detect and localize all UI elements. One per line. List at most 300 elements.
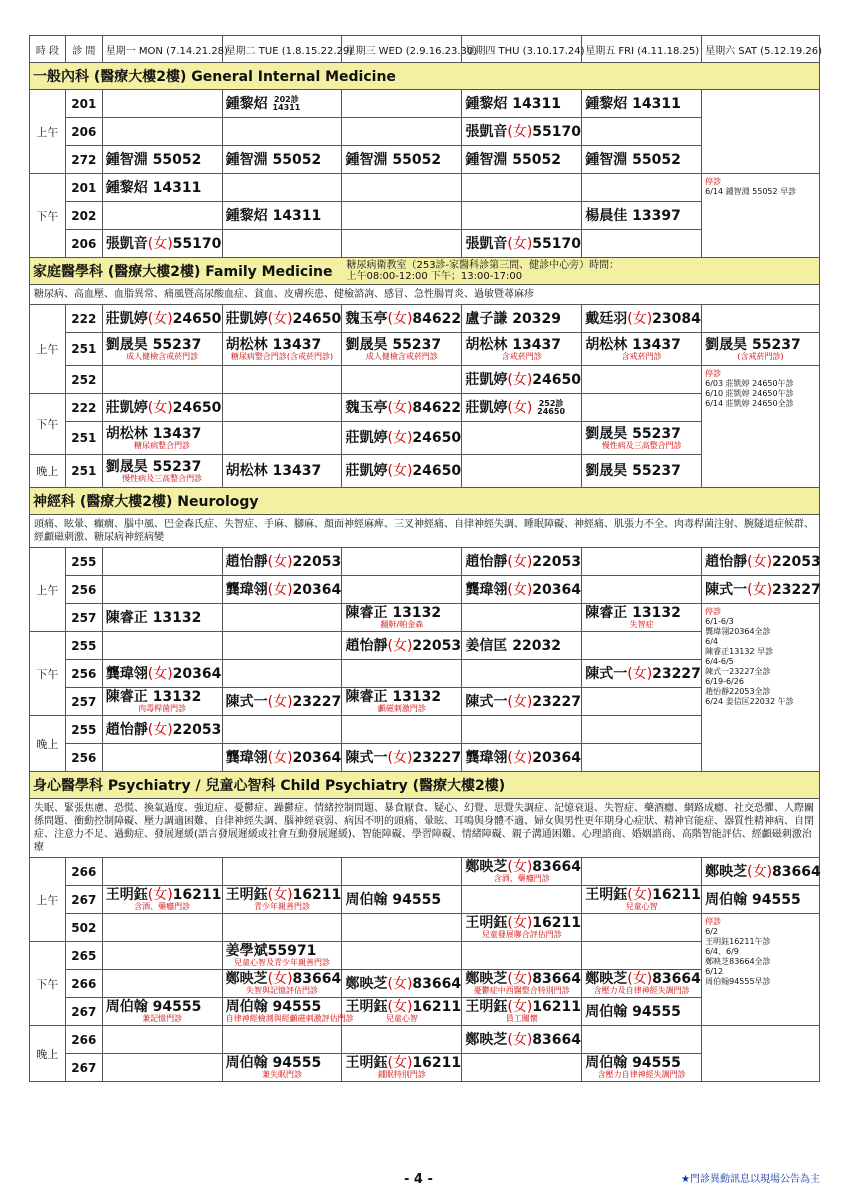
doctor-line [105,887,222,903]
female-mark: (女) [507,123,533,140]
female-mark: (女) [627,887,653,903]
schedule-cell-sat [702,548,820,576]
doctor-name: 趙怡靜 [345,637,388,654]
doctor-line [585,310,701,327]
doctor-name: 鄭映芝 [585,971,628,987]
cell-content [226,153,339,167]
doctor-line: 周伯翰 94555 [585,1055,681,1071]
schedule-cell [102,174,222,202]
doctor-code: 83664 [532,859,582,875]
schedule-cell [462,422,582,455]
female-mark: (女) [267,581,293,598]
department-title [30,772,820,799]
female-mark: (女) [507,693,533,710]
doctor-name: 張凱音 [465,235,508,252]
room-number: 251 [65,455,102,488]
cell-content [465,693,582,710]
cell-content [465,97,578,111]
room-number: 201 [65,90,102,118]
schedule-cell [222,604,342,632]
schedule-cell [102,230,222,258]
doctor-name: 趙怡靜 [225,553,268,570]
schedule-cell [342,548,462,576]
female-mark: (女) [627,310,653,327]
schedule-cell [222,1054,342,1082]
schedule-cell [462,576,582,604]
doctor-code: 24650 [412,463,462,479]
room-number: 252 [65,366,102,394]
schedule-cell [582,998,702,1026]
schedule-cell [102,333,222,366]
doctor-line: 胡松林 13437 [465,336,561,353]
doctor-name: 鄭映芝 [705,863,748,880]
doctor-line: 周伯翰 94555 [705,891,801,908]
schedule-cell [102,118,222,146]
room-number: 255 [65,548,102,576]
suspension-line: 周伯翰94555早診 [705,977,771,986]
doctor-code: 24650 [172,310,222,327]
cell-content [585,338,698,361]
schedule-cell [582,970,702,998]
doctor-line [105,310,222,327]
schedule-cell [342,970,462,998]
schedule-cell [462,660,582,688]
table-row [30,744,820,772]
doctor-line: 周伯翰 94555 [225,1055,322,1071]
period-label: 晚上 [30,1026,66,1082]
doctor-line: 周伯翰 94555 [585,1003,681,1020]
doctor-code: 22053 [412,637,462,654]
doctor-line [225,749,342,766]
suspension-line: 龔瑋翎20364全診 [705,627,771,636]
doctor-line [345,430,462,446]
female-mark: (女) [507,859,533,875]
schedule-cell-sat [702,858,820,886]
room-number: 251 [65,422,102,455]
table-row [30,90,820,118]
clinic-subtitle: 青少年親善門診 [254,902,311,911]
doctor-line: 陳睿正 13132 [345,605,442,621]
cell-content [226,338,339,361]
schedule-cell [102,548,222,576]
schedule-cell [342,688,462,716]
room-number: 267 [65,998,102,1026]
doctor-name: 莊凱婷 [105,399,148,416]
room-number: 202 [65,202,102,230]
female-mark: (女) [387,430,413,446]
female-mark: (女) [147,310,173,327]
schedule-cell [582,660,702,688]
doctor-line: 鍾黎炤 14311 [105,179,202,196]
schedule-cell [462,333,582,366]
room-superscript: 202診 14311 [272,94,301,112]
schedule-cell [582,366,702,394]
female-mark: (女) [387,975,413,992]
clinic-subtitle: 含壓力及自律神經失調門診 [593,986,690,995]
schedule-cell [582,202,702,230]
schedule-cell [222,174,342,202]
doctor-line: 胡松林 13437 [225,336,322,353]
schedule-cell [462,118,582,146]
schedule-cell [102,914,222,942]
room-number: 266 [65,858,102,886]
schedule-cell [462,688,582,716]
schedule-cell [462,305,582,333]
cell-content [106,690,219,713]
female-mark: (女) [387,463,413,479]
department-title-row [33,260,816,282]
cell-content [465,553,582,570]
schedule-cell [222,688,342,716]
table-row [30,422,820,455]
period-label: 晚上 [30,716,66,772]
doctor-code: 55170 [172,235,222,252]
doctor-line [465,971,582,987]
footer-note: ★門診異動訊息以現場公告為主 [681,1174,820,1185]
doctor-code: 16211 [532,915,582,931]
table-row [30,858,820,886]
doctor-line: 劉晟昊 55237 [705,336,801,353]
schedule-cell [462,886,582,914]
table-row [30,660,820,688]
schedule-cell [582,716,702,744]
period-label: 下午 [30,942,66,1026]
schedule-cell [102,305,222,333]
cell-content [106,460,219,483]
day-header-mon: 星期一 MON (7.14.21.28) [102,36,222,63]
suspension-note [702,604,820,772]
doctor-code: 20364 [532,749,582,766]
schedule-cell [582,118,702,146]
clinic-subtitle: 憂鬱症中西醫整合特別門診 [473,986,570,995]
cell-content [585,310,701,327]
department-title-row [33,66,816,86]
schedule-cell [582,914,702,942]
schedule-cell [582,146,702,174]
cell-content [345,1055,462,1079]
doctor-line: 胡松林 13437 [585,336,681,353]
clinic-subtitle: 兒童發展聯合評估門診 [481,930,562,939]
doctor-code: 23227 [532,693,582,710]
doctor-code: 83664 [772,863,821,880]
cell-content [465,338,578,361]
doctor-line: 楊晨佳 13397 [585,207,681,224]
clinic-subtitle: 含酒、藥癮門診 [134,902,191,911]
doctor-line: 陳睿正 13132 [105,689,202,705]
doctor-code: 16211 [532,999,582,1015]
cell-content [345,153,458,167]
cell-content [345,999,462,1023]
doctor-code: 20364 [172,665,222,682]
female-mark: (女) [267,553,293,570]
schedule-cell [582,942,702,970]
schedule-cell [462,1054,582,1082]
clinic-subtitle: 糖尿病整合門診 [134,440,191,450]
cell-content [345,463,462,479]
doctor-code: 23227 [292,693,342,710]
department-name: 神經科 (醫療大樓2樓) Neurology [33,494,259,510]
doctor-line: 鍾智淵 55052 [105,151,202,168]
suspension-line: 6/14 鍾智淵 55052 早診 [705,187,797,196]
schedule-cell [342,366,462,394]
schedule-cell [222,548,342,576]
doctor-code: 23084 [652,310,701,327]
department-title-row [33,775,816,795]
department-description [30,799,820,858]
schedule-cell [222,455,342,488]
doctor-name: 魏玉亭 [345,310,388,327]
schedule-cell [102,202,222,230]
department-title [30,488,820,515]
doctor-line [225,971,342,987]
table-row [30,333,820,366]
table-row [30,202,820,230]
cell-content [106,611,219,625]
schedule-cell [582,688,702,716]
schedule-cell [102,998,222,1026]
doctor-name: 王明鈺 [345,999,388,1015]
department-header [30,488,820,515]
cell-content [345,893,458,907]
female-mark: (女) [507,749,533,766]
doctor-line: 劉晟昊 55237 [345,336,442,353]
cell-content [225,310,342,327]
doctor-line [345,637,462,654]
cell-content [705,863,821,880]
schedule-cell [582,744,702,772]
doctor-line [585,971,701,987]
suspension-line: 6/14 莊凱婷 24650全診 [705,399,794,408]
female-mark: (女) [147,235,173,252]
female-mark: (女) [147,887,173,903]
doctor-code: 23227 [652,665,701,682]
cell-content [705,893,816,907]
schedule-cell [102,716,222,744]
schedule-cell [462,455,582,488]
schedule-cell [342,333,462,366]
schedule-cell [222,202,342,230]
cell-content [585,209,698,223]
cell-content [465,915,582,939]
department-title [30,258,820,285]
table-row [30,394,820,422]
period-label: 上午 [30,305,66,394]
doctor-line [105,665,222,682]
cell-content [226,96,339,112]
table-row [30,914,820,942]
doctor-code: 16211 [172,887,222,903]
table-row [30,886,820,914]
doctor-name: 龔瑋翎 [465,749,508,766]
page-number: - 4 - [404,1172,433,1187]
day-header-fri: 星期五 FRI (4.11.18.25) [582,36,702,63]
room-number: 257 [65,604,102,632]
schedule-cell [342,455,462,488]
doctor-name: 莊凱婷 [225,310,268,327]
cell-content [465,123,582,140]
schedule-cell [462,970,582,998]
cell-content [106,153,219,167]
schedule-cell [102,576,222,604]
department-description-text: 糖尿病、高血壓、血脂異常、痛風暨高尿酸血症、貧血、皮膚疾患、健檢諮詢、感冒、急性腸胃炎、過敏暨蕁麻疹 [30,285,820,305]
doctor-name: 鄭映芝 [465,971,508,987]
department-extra: 糖尿病衛教室（253診-家醫科診第三間、健診中心旁）時間： 上午08:00-12:00 下午；13:00-17:00 [346,260,620,282]
table-row [30,942,820,970]
department-description-text: 失眠、緊張焦慮、恐慌、換氣過度、強迫症、憂鬱症、躁鬱症、情緒控制問題、暴食厭食、疑心、幻覺、思覺失調症、記憶衰退、失智症、藥酒癮、網路成癮、社交恐懼、人際關係問題、衝動控制障礙、壓力調適困難、自律神經失調、腦神經衰弱、病因不明的頭痛、暈眩、耳鳴與身體不適、婦女與男性更年期身心症狀、精神官能症、器質性精神病、自閉症、注意力不足、過動症、發展遲緩(語言發展遲緩或社會互動發展遲緩)、智能障礙、學習障礙、情緒障礙、親子溝通困難、心理諮商、婚姻諮商、高階智能評估、經顱磁刺激治療 [30,799,820,858]
clinic-subtitle: 含壓力自律神經失調門診 [597,1070,686,1079]
room-number: 251 [65,333,102,366]
female-mark: (女) [747,581,773,598]
suspension-title: 停診 [705,177,722,186]
female-mark: (女) [267,693,293,710]
doctor-line: 劉晟昊 55237 [105,458,202,475]
clinic-subtitle: 顱磁刺激門診 [377,704,426,713]
doctor-code: 22053 [772,553,821,570]
schedule-cell [582,305,702,333]
cell-content [225,999,354,1023]
clinic-schedule-table [29,35,823,1082]
doctor-line [465,915,582,931]
room-number: 206 [65,230,102,258]
period-label: 上午 [30,90,66,174]
table-row [30,174,820,202]
cell-content [105,310,222,327]
cell-content [585,1056,698,1079]
room-number: 265 [65,942,102,970]
doctor-name: 陳式一 [345,749,388,766]
schedule-cell [342,914,462,942]
doctor-line [585,887,701,903]
doctor-code: 83664 [532,1031,582,1048]
cell-content [105,665,222,682]
schedule-cell [342,858,462,886]
schedule-cell [342,744,462,772]
doctor-name: 陳式一 [705,581,748,598]
schedule-cell [222,716,342,744]
cell-content [345,310,462,327]
doctor-line: 周伯翰 94555 [225,999,322,1015]
cell-content [585,971,701,995]
female-mark: (女) [507,235,533,252]
doctor-name: 趙怡靜 [105,721,148,738]
schedule-body [30,63,820,1082]
cell-content [465,971,582,995]
table-row [30,118,820,146]
doctor-line [465,400,578,416]
suspension-line: 6/1-6/3 [705,617,734,626]
schedule-cell [222,576,342,604]
schedule-cell-sat [702,1026,820,1082]
schedule-cell [582,858,702,886]
clinic-subtitle: 含戒菸門診 [501,351,542,361]
doctor-line [345,463,462,479]
schedule-cell [582,548,702,576]
room-header: 診 間 [65,36,102,63]
doctor-code: 84622 [412,310,462,327]
schedule-cell [102,970,222,998]
table-row [30,230,820,258]
cell-content [225,581,342,598]
cell-content [226,209,339,223]
doctor-line [465,123,582,140]
department-header [30,258,820,285]
schedule-cell [102,604,222,632]
doctor-line: 鍾智淵 55052 [585,151,681,168]
schedule-cell [102,632,222,660]
schedule-cell [462,394,582,422]
room-number: 272 [65,146,102,174]
clinic-subtitle: 鍾眠特別門診 [377,1070,426,1079]
schedule-cell [462,1026,582,1054]
schedule-cell [102,660,222,688]
schedule-cell [342,716,462,744]
schedule-cell [342,174,462,202]
schedule-cell-sat [702,90,820,174]
schedule-cell [342,230,462,258]
doctor-line [225,887,342,903]
female-mark: (女) [387,310,413,327]
schedule-cell [222,998,354,1026]
schedule-cell [102,886,222,914]
department-name: 一般內科 (醫療大樓2樓) General Internal Medicine [33,69,396,85]
doctor-name: 莊凱婷 [105,310,148,327]
suspension-line: 6/4 [705,637,718,646]
table-row [30,576,820,604]
cell-content [585,153,698,167]
doctor-line: 鍾黎炤 14311 [225,207,322,224]
schedule-cell [222,305,342,333]
doctor-line [465,1031,582,1048]
room-number: 256 [65,576,102,604]
doctor-code: 24650 [532,371,582,388]
schedule-cell [222,422,342,455]
department-title [30,63,820,90]
female-mark: (女) [147,399,173,416]
schedule-cell [102,1054,222,1082]
room-number: 267 [65,1054,102,1082]
cell-content [585,464,698,478]
doctor-line [465,581,582,598]
doctor-code: 83664 [652,971,701,987]
female-mark: (女) [507,581,533,598]
doctor-name: 龔瑋翎 [105,665,148,682]
table-row [30,688,820,716]
doctor-name: 莊凱婷 [345,430,388,446]
schedule-cell [102,1026,222,1054]
department-name: 身心醫學科 Psychiatry / 兒童心智科 Child Psychiatry (醫療大樓2樓) [33,778,506,794]
doctor-code: 23227 [412,749,462,766]
table-row [30,632,820,660]
doctor-line [465,371,582,388]
cell-content [105,399,222,416]
cell-content [105,721,222,738]
doctor-line: 胡松林 13437 [225,463,322,479]
cell-content [345,606,458,629]
clinic-subtitle: 失智症 [629,620,654,629]
cell-content [345,975,462,992]
doctor-line: 劉晟昊 55237 [585,425,681,442]
schedule-cell [582,1026,702,1054]
female-mark: (女) [747,863,773,880]
schedule-cell [462,914,582,942]
doctor-line: 周伯翰 94555 [105,999,202,1015]
schedule-cell [342,118,462,146]
table-row [30,455,820,488]
cell-content [225,749,342,766]
doctor-line [705,863,821,880]
schedule-cell-sat [702,305,820,333]
schedule-cell [342,394,462,422]
